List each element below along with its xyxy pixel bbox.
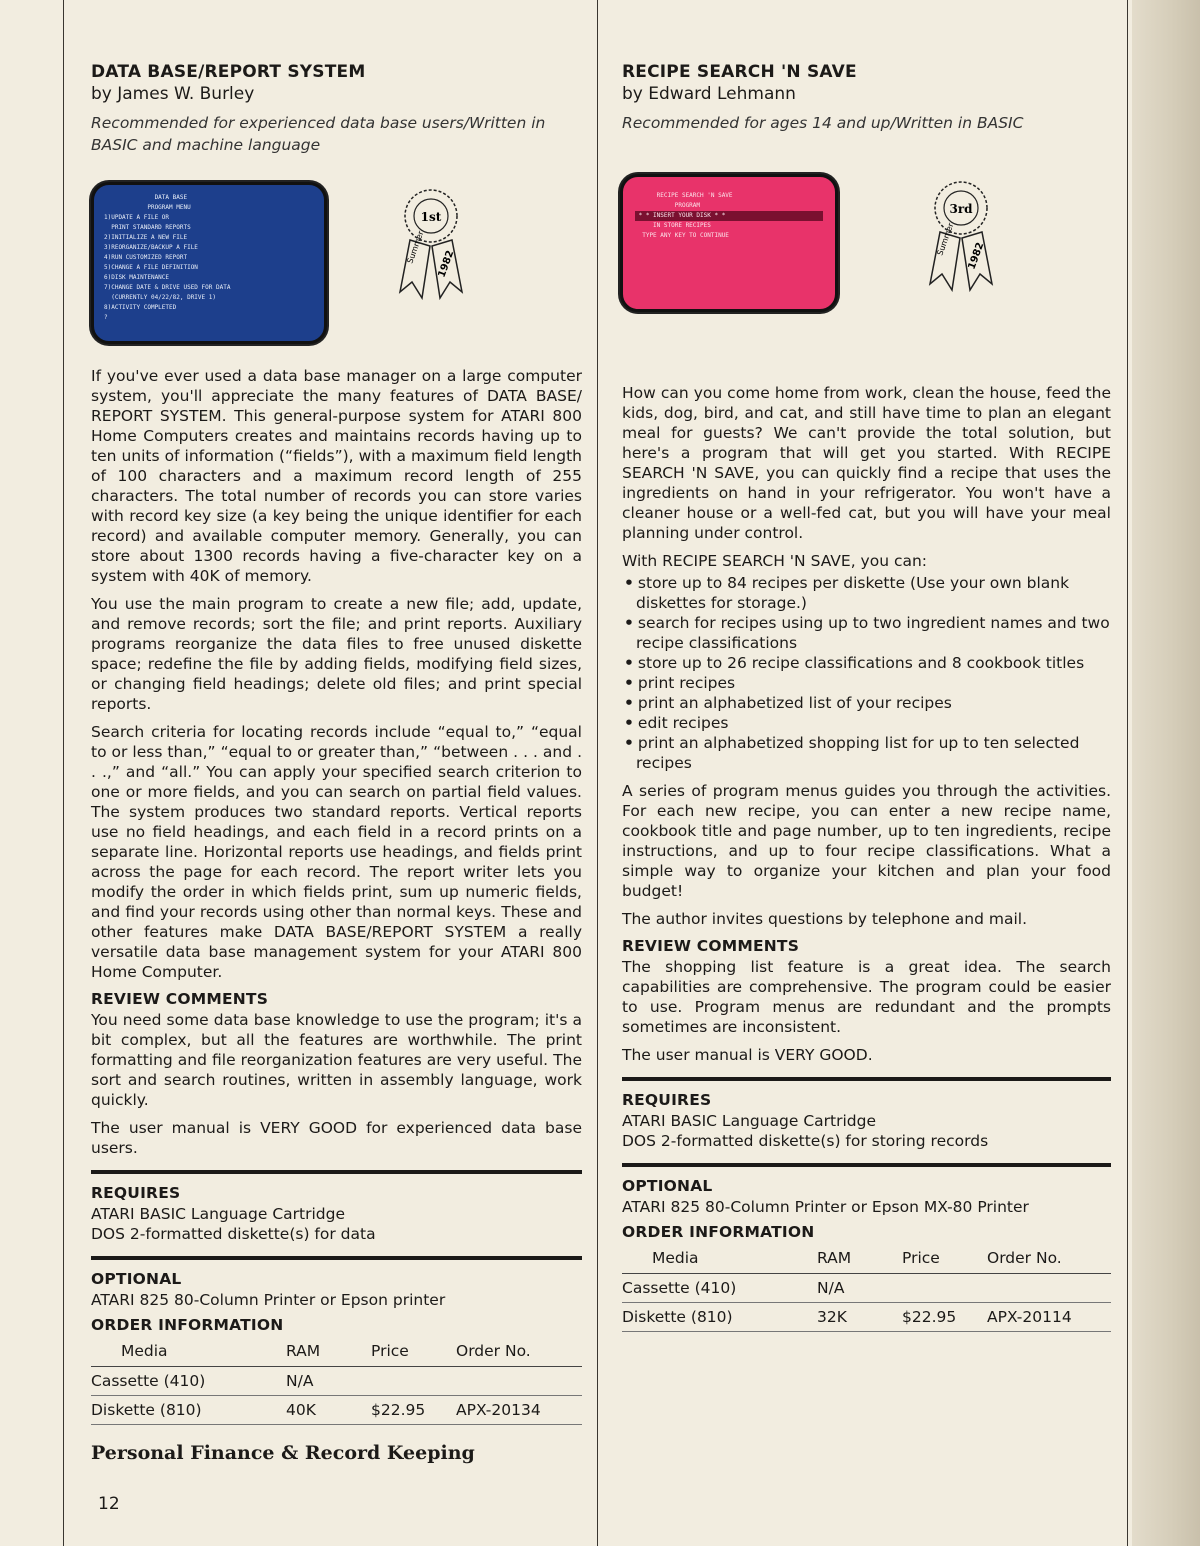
left-requirement: ATARI BASIC Language Cartridge [91,1205,346,1223]
right-review-text: The shopping list feature is a great idea. The search capabilities are comprehensive. The program could be easier to use. Program menus are redundant and the prompts sometimes are inconsistent. [622,958,1111,1036]
right-author: by Edward Lehmann [622,84,796,104]
right-margin-rule [1127,0,1128,1546]
screen-line: 5)CHANGE A FILE DEFINITION [104,264,198,271]
left-review-text: You need some data base knowledge to use the program; it's a bit complex, but all the features are worthwhile. The print formatting and file reorganization features are very useful. The sort and search routines, written in assembly language, work quickly. [91,1011,582,1109]
screen-line: RECIPE SEARCH 'N SAVE [635,192,733,199]
column-header: Order No. [987,1245,1111,1274]
right-article [622,62,1111,1332]
screen-line: 6)DISK MAINTENANCE [104,274,170,281]
table-cell: Cassette (410) [91,1367,286,1396]
screen-line: PRINT STANDARD REPORTS [104,224,191,231]
section-rule [91,1256,582,1260]
table-cell [902,1274,987,1303]
table-cell: Diskette (810) [622,1303,817,1332]
left-order-heading: ORDER INFORMATION [91,1316,284,1334]
column-header: RAM [817,1245,902,1274]
table-header-row [91,1338,582,1367]
right-review-heading: REVIEW COMMENTS [622,937,800,955]
section-rule [91,1170,582,1174]
table-cell: Diskette (810) [91,1396,286,1425]
column-header: Price [902,1245,987,1274]
right-paragraph: How can you come home from work, clean the house, feed the kids, dog, bird, and cat, and still have time to plan an elegant meal for guests? We can't provide the total solution, but here's a program that will get you started. With RECIPE SEARCH 'N SAVE, you can quickly find a recipe that uses the ingredients on hand in your refrigerator. You won't have a cleaner house or a well-fed cat, but you will have your meal planning under control. [622,384,1111,542]
left-requires-heading: REQUIRES [91,1184,181,1202]
column-header: Price [371,1338,456,1367]
column-header: Order No. [456,1338,582,1367]
table-cell: 32K [817,1303,902,1332]
table-cell [371,1367,456,1396]
section-title: Personal Finance & Record Keeping [91,1442,475,1464]
list-item: • store up to 84 recipes per diskette (Use your own blank diskettes for storage.) [622,573,1111,613]
screen-line: 2)INITIALIZE A NEW FILE [104,234,188,241]
feature-list [622,573,1111,773]
right-paragraph: The author invites questions by telephone and mail. [622,910,1028,928]
screen-line: DATA BASE [104,194,188,201]
table-row [622,1274,1111,1303]
right-order-table [622,1245,1111,1332]
section-rule [622,1163,1111,1167]
left-margin-rule [63,0,64,1546]
table-row [622,1303,1111,1332]
list-item: • print an alphabetized list of your recipes [622,693,1111,713]
page-number: 12 [98,1494,120,1514]
right-optional-heading: OPTIONAL [622,1177,713,1195]
left-recommendation: Recommended for experienced data base users/Written in BASIC and machine language [91,114,546,154]
list-item: • print an alphabetized shopping list for up to ten selected recipes [622,733,1111,773]
screen-line: 1)UPDATE A FILE OR [104,214,170,221]
table-cell: APX-20134 [456,1396,582,1425]
right-requirement: ATARI BASIC Language Cartridge [622,1112,877,1130]
right-requirement: DOS 2-formatted diskette(s) for storing records [622,1132,989,1150]
column-header: RAM [286,1338,371,1367]
table-cell: $22.95 [371,1396,456,1425]
screen-line: 8)ACTIVITY COMPLETED [104,304,177,311]
table-row [91,1396,582,1425]
right-recommendation: Recommended for ages 14 and up/Written in BASIC [622,114,1024,132]
screen-line: ? [104,314,108,321]
table-cell: N/A [817,1274,902,1303]
list-item: • edit recipes [622,713,1111,733]
section-rule [622,1077,1111,1081]
table-cell [987,1274,1111,1303]
facing-page-edge [1132,0,1200,1546]
table-cell [456,1367,582,1396]
table-cell: 40K [286,1396,371,1425]
award-ribbon-icon [926,174,996,294]
column-header: Media [91,1338,286,1367]
left-requirement: DOS 2-formatted diskette(s) for data [91,1225,376,1243]
left-review-text: The user manual is VERY GOOD for experienced data base users. [91,1119,582,1157]
ribbon-year: 1982 [436,249,457,280]
right-paragraph: With RECIPE SEARCH 'N SAVE, you can: [622,552,928,570]
left-article [91,62,582,1425]
left-order-table [91,1338,582,1425]
ribbon-place: 3rd [949,202,973,216]
left-figure [91,172,582,352]
screen-line: 4)RUN CUSTOMIZED REPORT [104,254,188,261]
column-header: Media [622,1245,817,1274]
left-title: DATA BASE/REPORT SYSTEM [91,62,366,82]
column-divider [597,0,598,1546]
screen-line: 3)REORGANIZE/BACKUP A FILE [104,244,198,251]
ribbon-season: Summer [935,221,956,257]
right-optional-item: ATARI 825 80-Column Printer or Epson MX-80 Printer [622,1198,1029,1216]
ribbon-season: Summer [405,229,426,265]
left-review-heading: REVIEW COMMENTS [91,990,269,1008]
award-ribbon-icon [396,182,466,302]
program-menu-screen [91,182,327,344]
ribbon-place: 1st [420,210,442,224]
recipe-program-screen [620,174,838,312]
left-paragraph: You use the main program to create a new file; add, update, and remove records; sort the file; and print reports. Auxiliary programs reorganize the data files to free unused diskette space; redefine the file by adding fields, modifying field sizes, or changing field headings; delete old files; and print special reports. [91,595,582,713]
screen-line: IN STORE RECIPES [635,222,711,229]
left-optional-heading: OPTIONAL [91,1270,182,1288]
list-item: • search for recipes using up to two ingredient names and two recipe classifications [622,613,1111,653]
table-cell: APX-20114 [987,1303,1111,1332]
screen-line: PROGRAM MENU [104,204,191,211]
right-paragraph: A series of program menus guides you through the activities. For each new recipe, you can enter a new recipe name, cookbook title and page number, up to ten ingredients, recipe instructions, and up to four recipe classifications. What a simple way to organize your kitchen and plan your food budget! [622,782,1111,900]
right-review-text: The user manual is VERY GOOD. [622,1046,873,1064]
left-paragraph: If you've ever used a data base manager on a large computer system, you'll appreciate the many features of DATA BASE/ REPORT SYSTEM. This general-purpose system for ATARI 800 Home Computers creates and maintains records having up to ten units of information (“fields”), with a maximum field length of 100 characters and a maximum record length of 255 characters. The total number of records you can store varies with record key size (a key being the unique identifier for each record) and available computer memory. Generally, you can store about 1300 records having a five-character key on a system with 40K of memory. [91,367,582,585]
right-requires-heading: REQUIRES [622,1091,712,1109]
list-item: • store up to 26 recipe classifications and 8 cookbook titles [622,653,1111,673]
left-author: by James W. Burley [91,84,255,104]
table-header-row [622,1245,1111,1274]
right-order-heading: ORDER INFORMATION [622,1223,815,1241]
list-item: • print recipes [622,673,1111,693]
screen-line: * * INSERT YOUR DISK * * [635,211,823,221]
left-optional-item: ATARI 825 80-Column Printer or Epson printer [91,1291,446,1309]
left-paragraph: Search criteria for locating records include “equal to,” “equal to or less than,” “equal to or greater than,” “between . . . and . . .,” and “all.” You can apply your specified search criterion to one or more fields, and you can search on partial field values. The system produces two standard reports. Vertical reports use no field headings, and each field in a record prints on a separate line. Horizontal reports use headings, and fields print across the page for each record. The report writer lets you modify the order in which fields print, sum up numeric fields, and find your records using other than normal keys. These and other features make DATA BASE/REPORT SYSTEM a really versatile data base management system for your ATARI 800 Home Computer. [91,723,582,981]
screen-line: 7)CHANGE DATE & DRIVE USED FOR DATA [104,284,231,291]
table-cell: Cassette (410) [622,1274,817,1303]
screen-line: (CURRENTLY 04/22/82, DRIVE 1) [104,294,216,301]
right-figure [622,164,1111,369]
table-row [91,1367,582,1396]
screen-line: TYPE ANY KEY TO CONTINUE [635,232,729,239]
right-title: RECIPE SEARCH 'N SAVE [622,62,857,82]
table-cell: N/A [286,1367,371,1396]
ribbon-year: 1982 [966,241,987,272]
table-cell: $22.95 [902,1303,987,1332]
screen-line: PROGRAM [635,202,701,209]
